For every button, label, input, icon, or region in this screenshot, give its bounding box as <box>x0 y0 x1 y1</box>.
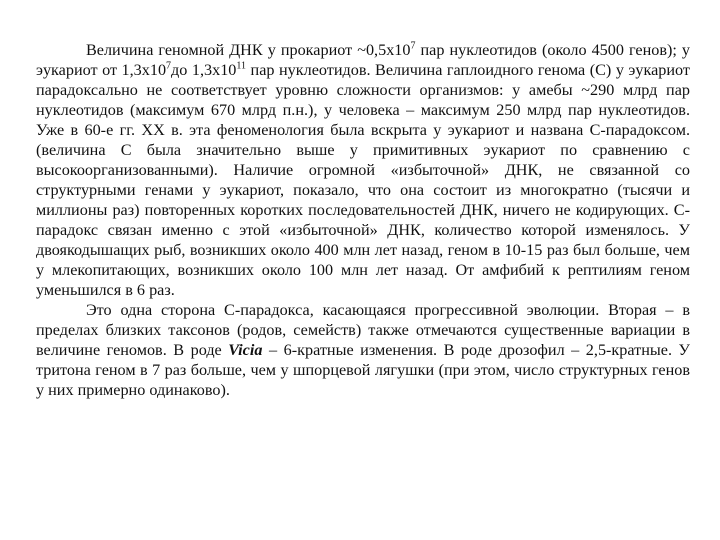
text-segment: пар нуклеотидов. Величина гаплоидного генома (C) у эукариот парадоксально не соответствует уровню сложности организмов: у амебы ~290 млрд пар нуклеотидов (максимум 670 млрд п.н.), у человека – максимум 250 млрд пар нуклеотидов. Уже в 60-е гг. XX в. эта феноменология была вскрыта у эукариот и названа C-парадоксом. (величина C была значительно выше у примитивных эукариот по сравнению с высокоорганизованными). Наличие огромной «избыточной» ДНК, не связанной со структурными генами у эукариот, показало, что она состоит из многократно (тысячи и миллионы раз) повторенных коротких последовательностей ДНК, ничего не кодирующих. C-парадокс связан именно с этой «избыточной» ДНК, количество которой изменялось. У двоякодышащих рыб, возникших около 400 млн лет назад, геном в 10-15 раз был больше, чем у млекопитающих, возникших около 100 млн лет назад. От амфибий к рептилиям геном уменьшился в 6 раз. <box>36 61 690 299</box>
text-segment: Величина геномной ДНК у прокариот ~0,5x10 <box>86 41 411 59</box>
text-segment: – 6-кратные изменения. В роде дрозофил – 2,5-кратные. У тритона геном в 7 раз больше, чем у шпорцевой лягушки (при этом, число структурных генов у них примерно одинаково). <box>36 341 690 399</box>
document-page <box>36 40 690 400</box>
superscript-exponent: 7 <box>410 40 416 52</box>
paragraph-c-paradox <box>36 300 690 400</box>
text-segment: пар нуклеотидов (около 4500 генов); у эукариот от 1,3x10 <box>36 41 690 79</box>
taxon-name: Vicia <box>228 341 263 359</box>
text-segment: до 1,3x10 <box>171 61 237 79</box>
superscript-exponent: 11 <box>236 60 247 72</box>
text-segment: Это одна сторона C-парадокса, касающаяся прогрессивной эволюции. Вторая – в пределах близких таксонов (родов, семейств) также отмечаются существенные вариации в величине геномов. В роде <box>36 301 690 359</box>
superscript-exponent: 7 <box>166 60 172 72</box>
paragraph-genome-size <box>36 40 690 300</box>
